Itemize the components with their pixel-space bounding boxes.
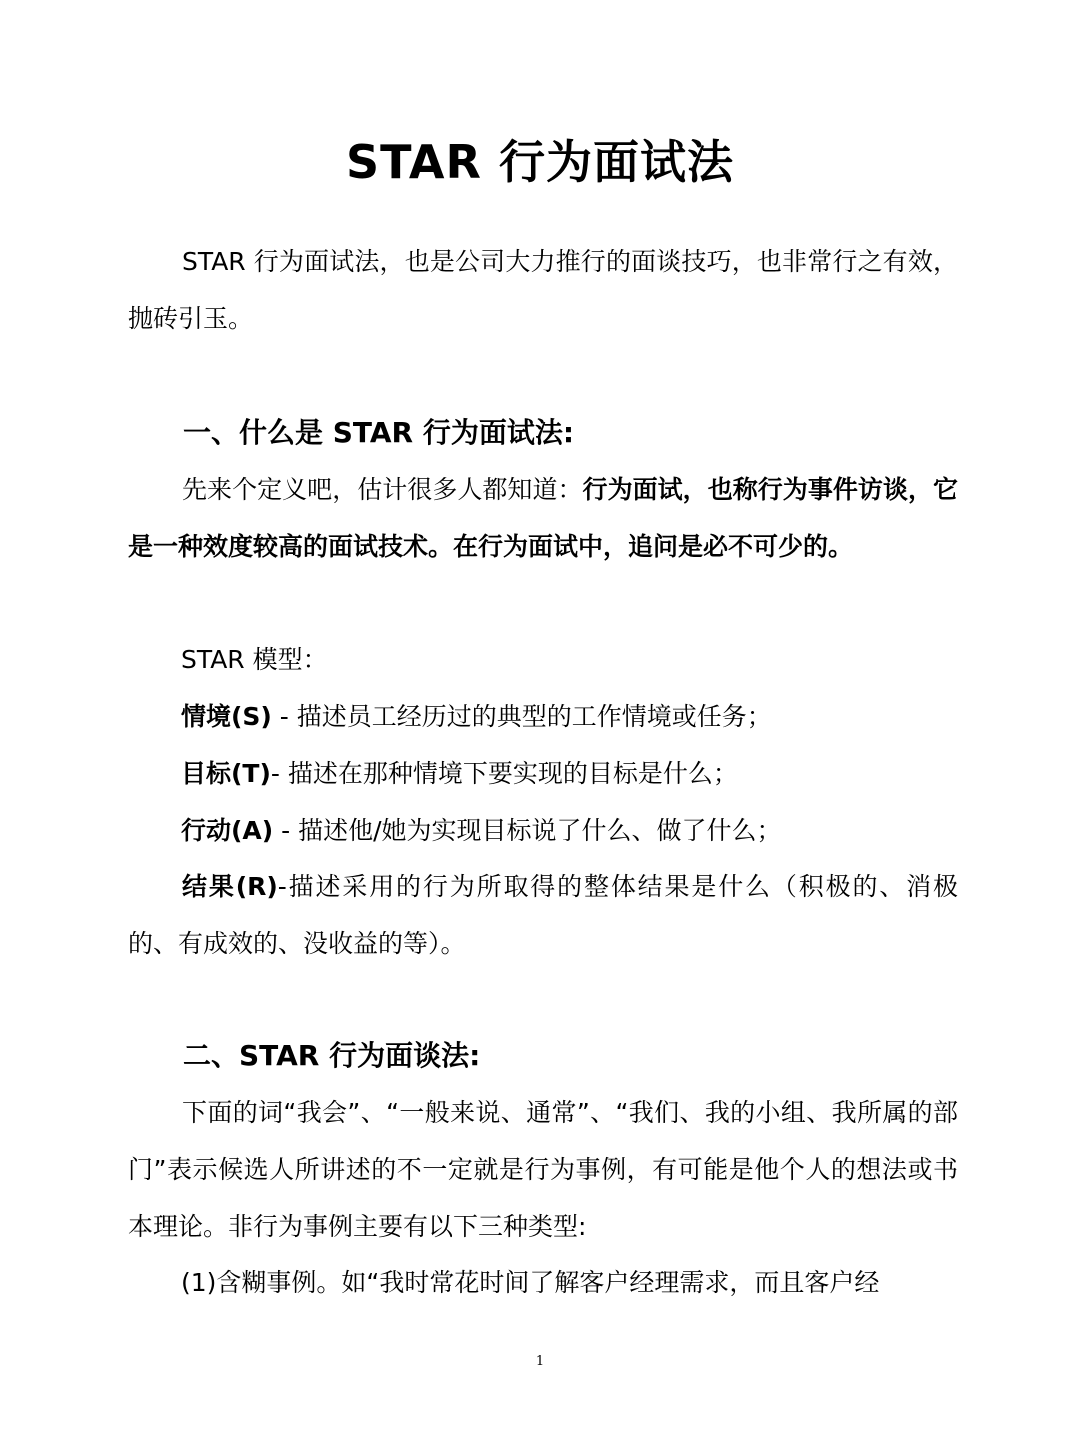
star-item-result [128, 858, 958, 972]
non-behavior-item-1: (1)含糊事例。如“我时常花时间了解客户经理需求，而且客户经 [181, 1268, 880, 1297]
definition-lead: 先来个定义吧，估计很多人都知道： [182, 475, 583, 504]
page-number: 1 [535, 1354, 545, 1369]
definition-bold: 行为面试，也称行为事件访谈，它是一种效度较高的面试技术。在行为面试中，追问是必不可少的。 [128, 475, 958, 561]
star-item-text: - 描述员工经历过的典型的工作情境或任务； [271, 702, 772, 731]
definition-paragraph [128, 461, 958, 575]
document-title: STAR 行为面试法 [346, 135, 734, 189]
star-model-label: STAR 模型： [181, 645, 328, 674]
star-item-action [181, 802, 981, 859]
star-item-text: - 描述他/她为实现目标说了什么、做了什么； [273, 816, 782, 845]
star-item-label: 行动(A) [181, 816, 274, 845]
star-item-situation [181, 688, 981, 745]
star-item-text: -描述采用的行为所取得的整体结果是什么（积极的、消极的、有成效的、没收益的等）。 [128, 872, 958, 958]
section-1-heading: 一、什么是 STAR 行为面试法: [183, 416, 575, 449]
star-item-task [181, 745, 981, 802]
intro-paragraph: STAR 行为面试法，也是公司大力推行的面谈技巧，也非常行之有效，抛砖引玉。 [128, 247, 958, 333]
star-item-text: - 描述在那种情境下要实现的目标是什么； [270, 759, 738, 788]
section-2-heading: 二、STAR 行为面谈法: [183, 1039, 481, 1072]
star-item-label: 情境(S) [181, 702, 272, 731]
star-item-label: 目标(T) [181, 759, 271, 788]
section-2-paragraph: 下面的词“我会”、“一般来说、通常”、“我们、我的小组、我所属的部门”表示候选人所讲述的不一定就是行为事例，有可能是他个人的想法或书本理论。非行为事例主要有以下三种类型: [128, 1098, 958, 1241]
star-item-label: 结果(R) [182, 872, 278, 901]
